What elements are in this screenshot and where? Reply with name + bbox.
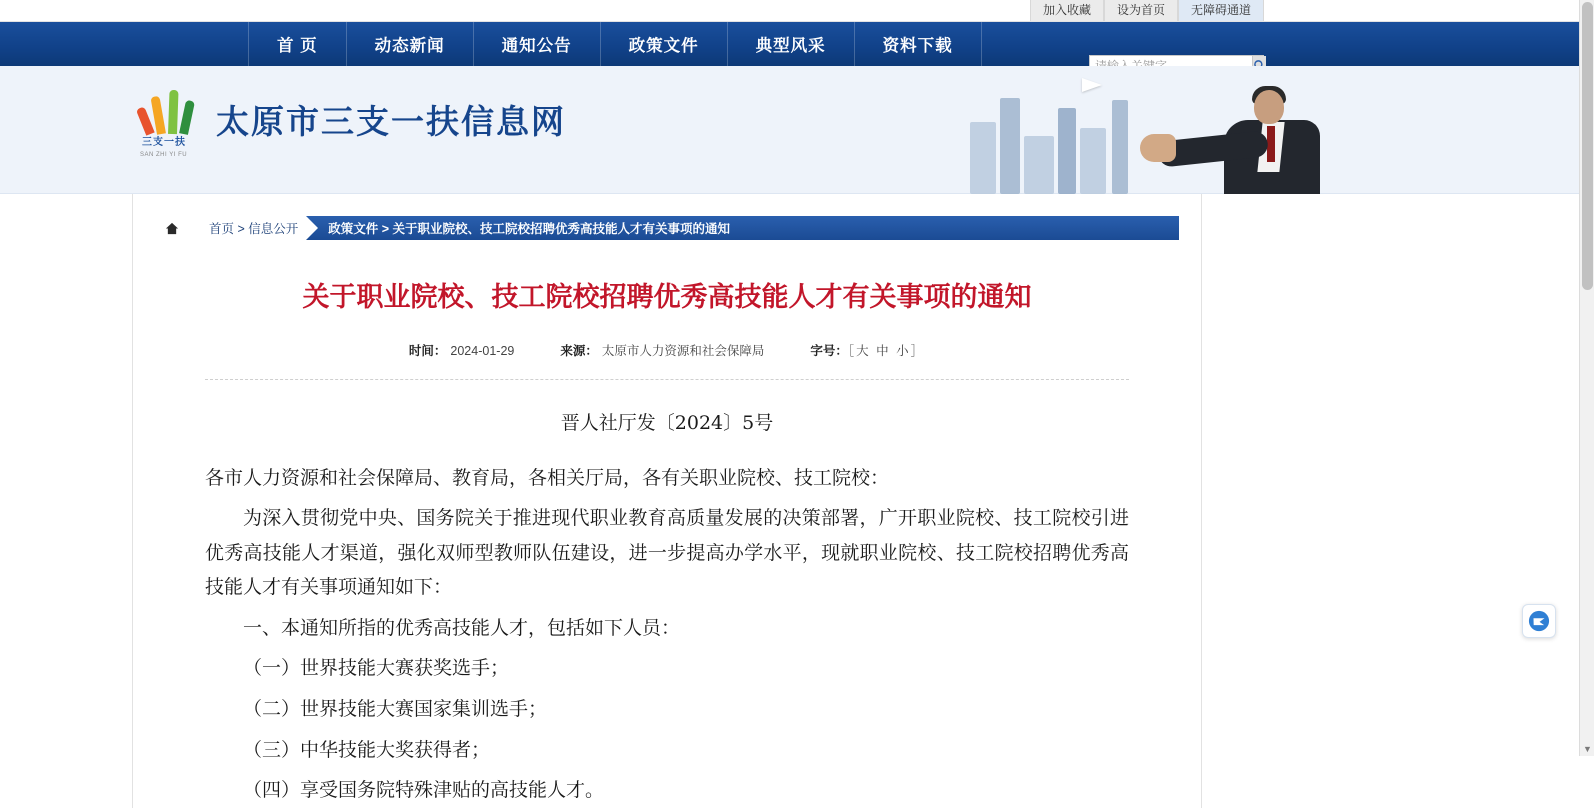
- article-card: [132, 194, 1202, 808]
- nav-item-news[interactable]: 动态新闻: [347, 22, 474, 66]
- nav-item-exemplary-style[interactable]: 典型风采: [728, 22, 855, 66]
- breadcrumb-home-button[interactable]: [155, 216, 189, 240]
- person-illustration: [1162, 86, 1342, 194]
- banner-illustration: [962, 66, 1382, 194]
- nav-item-home[interactable]: 首 页: [248, 22, 347, 66]
- site-banner: [0, 66, 1594, 194]
- meta-fontsize-label: 字号：: [810, 343, 848, 358]
- scrollbar-thumb[interactable]: [1582, 2, 1593, 290]
- back-to-service-button[interactable]: [1522, 604, 1556, 638]
- breadcrumb-current: 政策文件 > 关于职业院校、技工院校招聘优秀高技能人才有关事项的通知: [328, 222, 730, 236]
- document-number: 晋人社厅发〔2024〕5号: [560, 411, 774, 434]
- content-wrapper: [132, 194, 1462, 808]
- main-navigation: [0, 22, 1594, 66]
- meta-time: [409, 341, 514, 359]
- site-logo[interactable]: [140, 88, 566, 158]
- meta-fontsize[interactable]: [810, 341, 925, 359]
- top-utility-bar: [0, 0, 1594, 22]
- logo-icon: [140, 88, 200, 158]
- meta-divider: [205, 379, 1129, 380]
- message-icon: [1528, 610, 1550, 632]
- paragraph: （二）世界技能大赛国家集训选手；: [243, 697, 548, 720]
- meta-source-value: 太原市人力资源和社会保障局: [601, 343, 765, 358]
- nav-item-policy-documents[interactable]: 政策文件: [601, 22, 728, 66]
- nav-item-announcements[interactable]: 通知公告: [474, 22, 601, 66]
- paragraph: （一）世界技能大赛获奖选手；: [243, 657, 510, 680]
- meta-time-value: 2024-01-29: [450, 343, 515, 358]
- fontsize-options[interactable]: ［大 中 小］: [847, 343, 926, 358]
- add-favorite-link[interactable]: 加入收藏: [1030, 0, 1104, 21]
- paragraph: （三）中华技能大奖获得者；: [243, 738, 491, 761]
- paragraph: （四）享受国务院特殊津贴的高技能人才。: [243, 779, 605, 802]
- article-meta: [205, 341, 1129, 359]
- nav-item-downloads[interactable]: 资料下载: [855, 22, 982, 66]
- meta-time-label: 时间：: [408, 343, 447, 358]
- scroll-down-arrow[interactable]: ▼: [1583, 744, 1592, 754]
- article-paragraphs: [205, 461, 1129, 808]
- paragraph: 一、本通知所指的优秀高技能人才，包括如下人员：: [243, 616, 681, 639]
- meta-source: [560, 341, 764, 359]
- paragraph: 各市人力资源和社会保障局、教育局，各相关厅局，各有关职业院校、技工院校：: [205, 466, 890, 489]
- page-title: 关于职业院校、技工院校招聘优秀高技能人才有关事项的通知: [302, 282, 1032, 313]
- breadcrumb: [155, 216, 1179, 240]
- logo-text-cn: 三支一扶: [142, 137, 186, 148]
- article-body: [133, 278, 1201, 808]
- meta-source-label: 来源：: [560, 343, 598, 358]
- site-title: 太原市三支一扶信息网: [216, 101, 566, 141]
- set-homepage-link[interactable]: 设为首页: [1104, 0, 1178, 21]
- home-icon: [165, 222, 179, 235]
- accessibility-link[interactable]: 无障碍通道: [1178, 0, 1264, 21]
- plane-icon: [1082, 78, 1102, 92]
- breadcrumb-path[interactable]: 首页 > 信息公开: [189, 216, 306, 240]
- vertical-scrollbar[interactable]: [1579, 0, 1594, 756]
- paragraph: 为深入贯彻党中央、国务院关于推进现代职业教育高质量发展的决策部署，广开职业院校、技工院校引进优秀高技能人才渠道，强化双师型教师队伍建设，进一步提高办学水平，现就职业院校、技工院校招聘优秀高技能人才有关事项通知如下：: [205, 507, 1129, 599]
- logo-text-en: SAN ZHI YI FU: [140, 152, 188, 158]
- nav-item-list: [248, 22, 982, 66]
